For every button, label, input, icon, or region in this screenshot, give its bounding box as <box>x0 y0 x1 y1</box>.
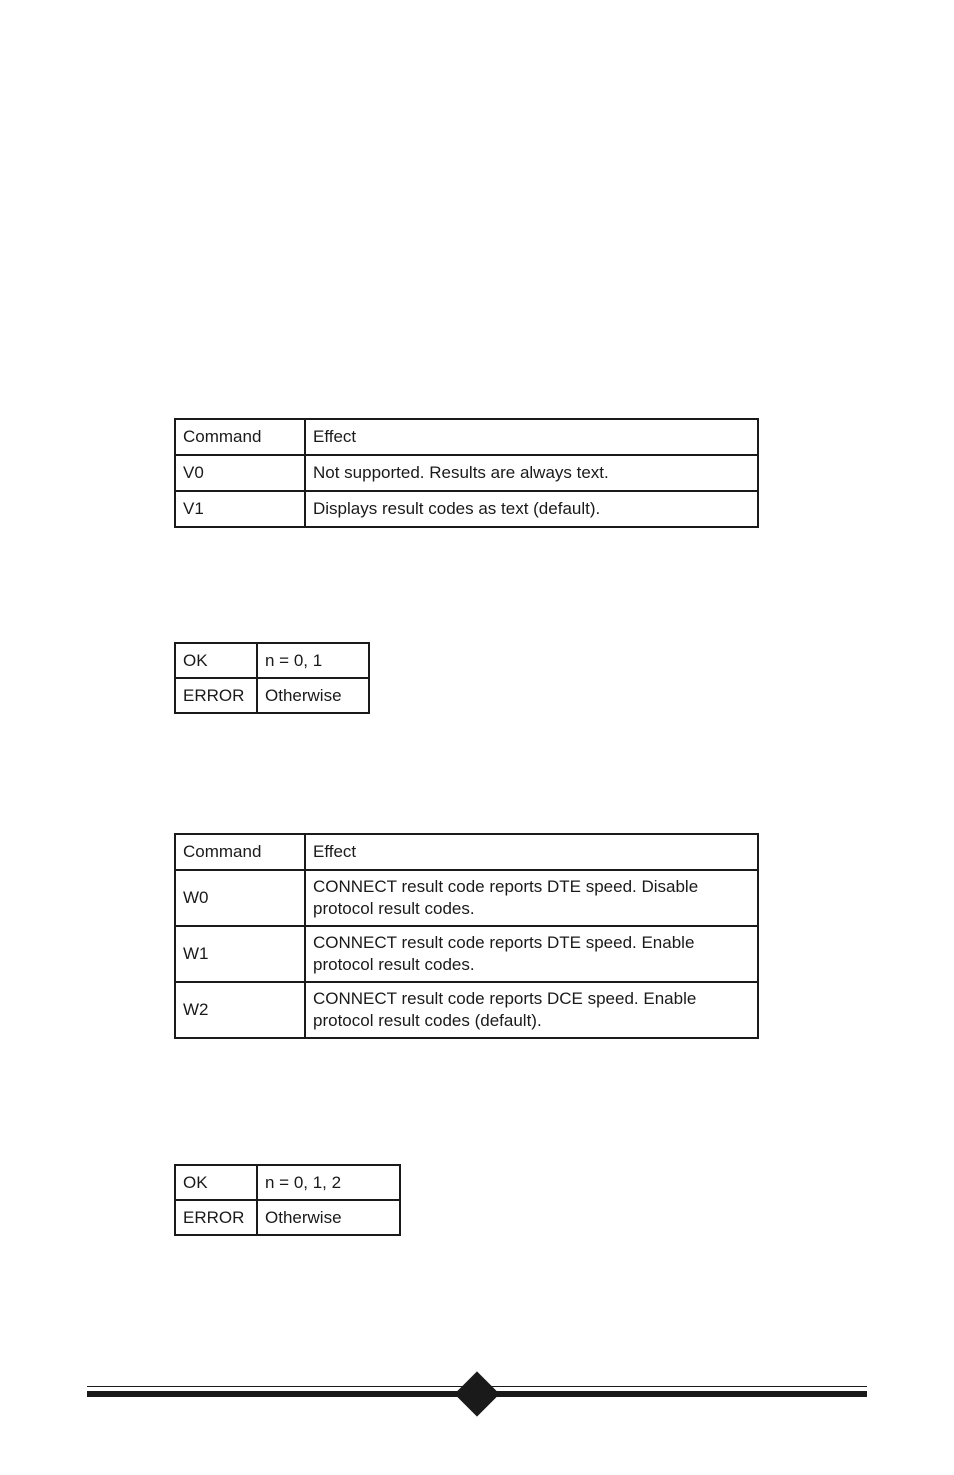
command-cell: V1 <box>175 491 305 527</box>
response-code-cell: OK <box>175 1165 257 1200</box>
effect-line-1: CONNECT result code reports DTE speed. Enable <box>313 933 695 952</box>
table-row <box>175 982 758 1038</box>
response-condition-cell: n = 0, 1 <box>257 643 369 678</box>
effect-cell: Not supported. Results are always text. <box>305 455 758 491</box>
header-command: Command <box>175 419 305 455</box>
table-row <box>175 926 758 982</box>
effect-line-2: protocol result codes. <box>313 955 475 974</box>
response-condition-cell: Otherwise <box>257 1200 400 1235</box>
command-cell: W1 <box>175 926 305 982</box>
header-effect: Effect <box>305 419 758 455</box>
response-condition-cell: Otherwise <box>257 678 369 713</box>
effect-line-2: protocol result codes (default). <box>313 1011 542 1030</box>
table-row <box>175 1165 400 1200</box>
table-row <box>175 870 758 926</box>
effect-line-1: CONNECT result code reports DCE speed. Enable <box>313 989 697 1008</box>
command-cell: V0 <box>175 455 305 491</box>
table-row <box>175 678 369 713</box>
footer-diamond-icon <box>454 1371 499 1416</box>
table-row <box>175 455 758 491</box>
response-condition-cell: n = 0, 1, 2 <box>257 1165 400 1200</box>
table-header-row <box>175 834 758 870</box>
effect-line-1: CONNECT result code reports DTE speed. Disable <box>313 877 699 896</box>
effect-line-2: protocol result codes. <box>313 899 475 918</box>
w-command-table <box>174 833 759 1039</box>
table-header-row <box>175 419 758 455</box>
w-response-table <box>174 1164 401 1236</box>
table-row <box>175 1200 400 1235</box>
table-row <box>175 643 369 678</box>
effect-cell <box>305 870 758 926</box>
v-command-table <box>174 418 759 528</box>
effect-cell <box>305 982 758 1038</box>
effect-cell: Displays result codes as text (default). <box>305 491 758 527</box>
command-cell: W0 <box>175 870 305 926</box>
header-command: Command <box>175 834 305 870</box>
response-code-cell: ERROR <box>175 1200 257 1235</box>
response-code-cell: ERROR <box>175 678 257 713</box>
table-row <box>175 491 758 527</box>
v-response-table <box>174 642 370 714</box>
header-effect: Effect <box>305 834 758 870</box>
command-cell: W2 <box>175 982 305 1038</box>
effect-cell <box>305 926 758 982</box>
response-code-cell: OK <box>175 643 257 678</box>
